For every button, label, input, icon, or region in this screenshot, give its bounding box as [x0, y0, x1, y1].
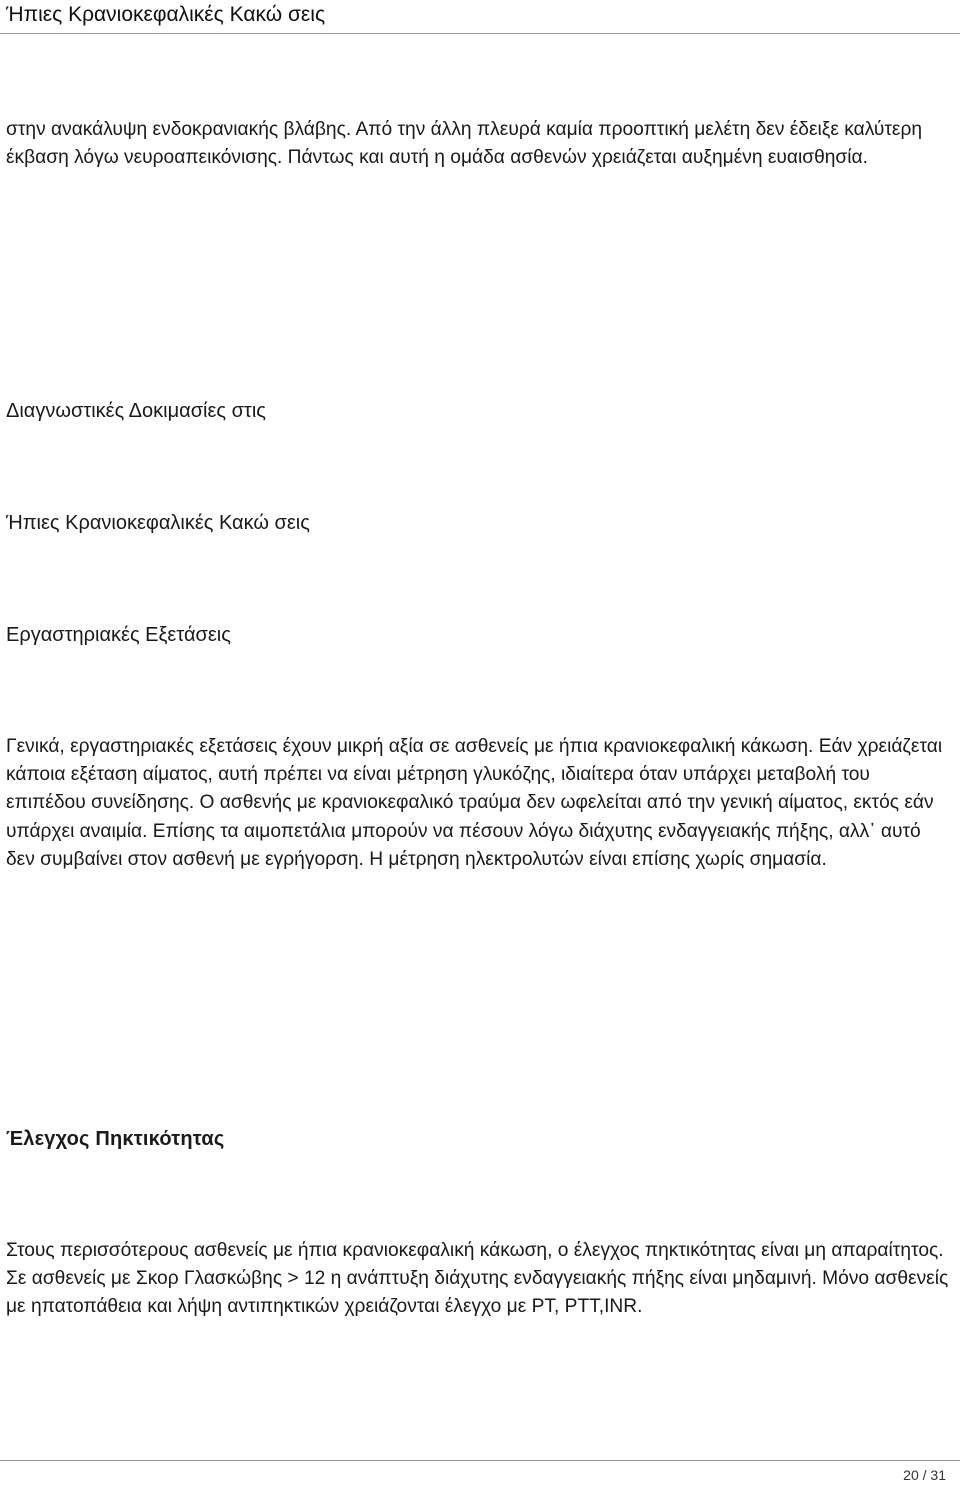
coagulation-paragraph: Στους περισσότερους ασθενείς με ήπια κρανιοκεφαλική κάκωση, ο έλεγχος πηκτικότητας είναι μη απαραίτητος. Σε ασθενείς με Σκορ Γλασκώβης > 12 η ανάπτυξη διάχυτης ενδαγγειακής πήξης είναι μηδαμινή. Μόνο ασθενείς με ηπατοπάθεια και λήψη αντιπηκτικών χρειάζονται έλεγχο με PT, PTT,INR.: [6, 1240, 949, 1318]
intro-paragraph: στην ανακάλυψη ενδοκρανιακής βλάβης. Από την άλλη πλευρά καμία προοπτική μελέτη δεν έδειξε καλύτερη έκβαση λόγω νευροαπεικόνισης. Πάντως και αυτή η ομάδα ασθενών χρειάζεται αυξημένη ευαισθησία.: [6, 119, 923, 169]
section-heading-coagulation: Έλεγχος Πηκτικότητας: [6, 1128, 225, 1150]
section-heading-mild-head-injuries: Ήπιες Κρανιοκεφαλικές Κακώ σεις: [6, 512, 310, 534]
lab-tests-paragraph: Γενικά, εργαστηριακές εξετάσεις έχουν μικρή αξία σε ασθενείς με ήπια κρανιοκεφαλική κάκωση. Εάν χρειάζεται κάποια εξέταση αίματος, αυτή πρέπει να είναι μέτρηση γλυκόζης, ιδιαίτερα όταν υπάρχει μεταβολή του επιπέδου συνείδησης. Ο ασθενής με κρανιοκεφαλικό τραύμα δεν ωφελείται από την γενική αίματος, εκτός εάν υπάρχει αναιμία. Επίσης τα αιμοπετάλια μπορούν να πέσουν λόγω διάχυτης ενδαγγειακής πήξης, αλλ᾽ αυτό δεν συμβαίνει στον ασθενή με εγρήγορση. Η μέτρηση ηλεκτρολυτών είναι επίσης χωρίς σημασία.: [6, 736, 943, 870]
document-title: Ήπιες Κρανιοκεφαλικές Κακώ σεις: [6, 3, 326, 26]
section-heading-diagnostic-tests: Διαγνωστικές Δοκιμασίες στις: [6, 400, 266, 422]
page-header: [0, 0, 960, 34]
page-number: 20 / 31: [903, 1467, 946, 1483]
footer-divider: [0, 1460, 960, 1461]
section-heading-lab-tests: Εργαστηριακές Εξετάσεις: [6, 624, 231, 646]
